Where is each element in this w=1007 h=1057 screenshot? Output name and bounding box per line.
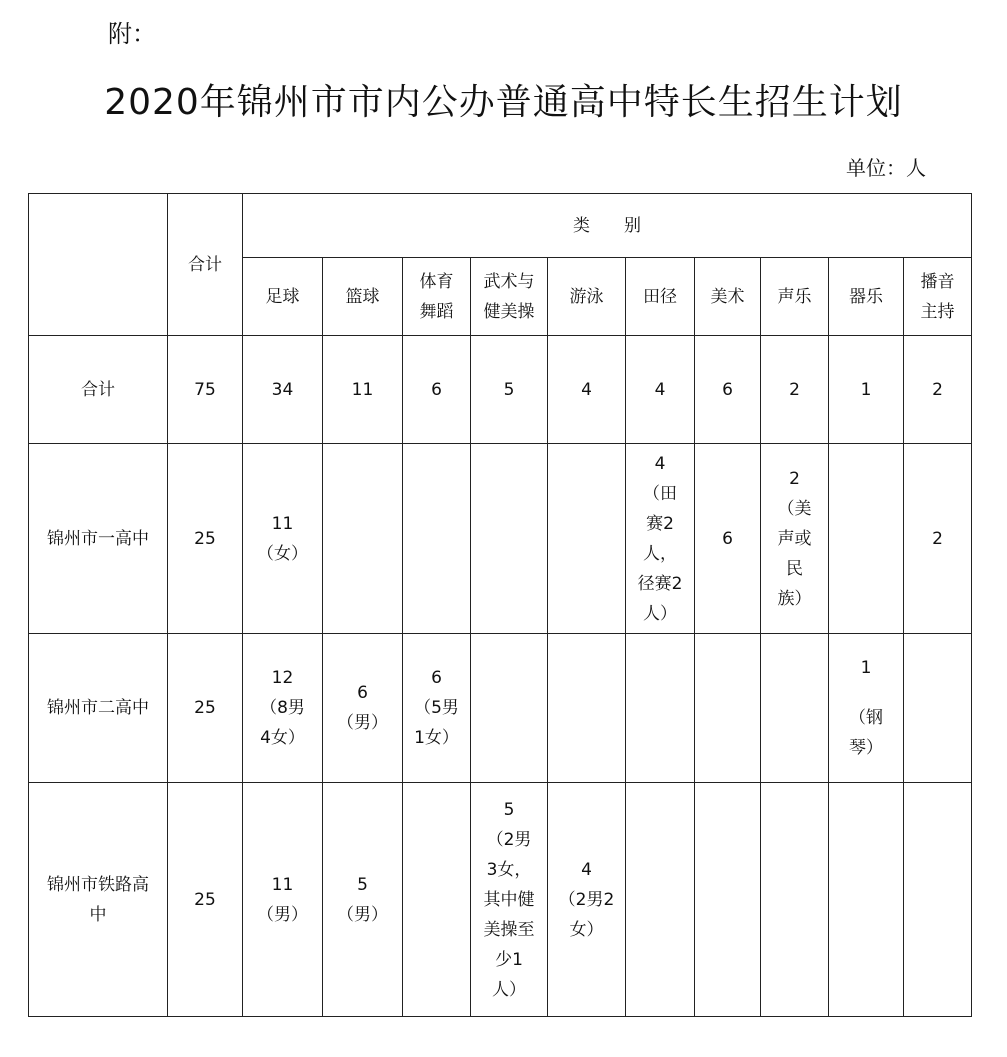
cell-value: 34 <box>243 336 323 444</box>
category-broadcast: 播音 主持 <box>904 258 972 336</box>
row-label: 合计 <box>29 336 168 444</box>
cell-basketball: 6 （男） <box>323 634 403 783</box>
cell-empty <box>695 783 761 1017</box>
attachment-label: 附： <box>108 20 156 48</box>
category-track-field: 田径 <box>626 258 695 336</box>
cell-value: 2 <box>904 336 972 444</box>
cell-empty <box>829 783 904 1017</box>
enrollment-plan-table <box>28 193 972 1017</box>
cell-swimming: 4 （2男2 女） <box>548 783 626 1017</box>
cell-broadcast: 2 <box>904 444 972 634</box>
category-sports-dance: 体育 舞蹈 <box>403 258 471 336</box>
cell-empty <box>403 783 471 1017</box>
cell-basketball: 5 （男） <box>323 783 403 1017</box>
row-label: 锦州市铁路高 中 <box>29 783 168 1017</box>
category-instrument: 器乐 <box>829 258 904 336</box>
cell-sports-dance: 6 （5男 1女） <box>403 634 471 783</box>
row-total: 25 <box>168 634 243 783</box>
cell-empty <box>626 783 695 1017</box>
category-art: 美术 <box>695 258 761 336</box>
cell-value: 4 <box>548 336 626 444</box>
cell-value: 6 <box>403 336 471 444</box>
cell-empty <box>323 444 403 634</box>
cell-instrument: 1 （钢 琴） <box>829 634 904 783</box>
table-row-school-2 <box>29 634 972 783</box>
row-label: 锦州市二高中 <box>29 634 168 783</box>
cell-empty <box>548 444 626 634</box>
cell-value: 4 <box>626 336 695 444</box>
cell-empty <box>403 444 471 634</box>
row-total: 25 <box>168 783 243 1017</box>
cell-empty <box>626 634 695 783</box>
unit-label: 单位：人 <box>846 156 926 180</box>
cell-football: 12 （8男 4女） <box>243 634 323 783</box>
page-title: 2020年锦州市市内公办普通高中特长生招生计划 <box>104 82 903 123</box>
category-header: 类 别 <box>243 194 972 258</box>
row-total: 75 <box>168 336 243 444</box>
cell-value: 11 <box>323 336 403 444</box>
category-football: 足球 <box>243 258 323 336</box>
table-row-total <box>29 336 972 444</box>
cell-vocal: 2 （美 声或 民 族） <box>761 444 829 634</box>
total-header: 合计 <box>168 194 243 336</box>
cell-value: 5 <box>471 336 548 444</box>
category-vocal: 声乐 <box>761 258 829 336</box>
cell-empty <box>548 634 626 783</box>
table-header-row <box>29 194 972 258</box>
cell-value: 1 <box>829 336 904 444</box>
category-swimming: 游泳 <box>548 258 626 336</box>
cell-value: 2 <box>761 336 829 444</box>
table-row-school-3 <box>29 783 972 1017</box>
cell-art: 6 <box>695 444 761 634</box>
cell-empty <box>471 444 548 634</box>
corner-cell <box>29 194 168 336</box>
table-row-school-1 <box>29 444 972 634</box>
cell-value: 6 <box>695 336 761 444</box>
cell-empty <box>761 634 829 783</box>
cell-football: 11 （女） <box>243 444 323 634</box>
cell-empty <box>471 634 548 783</box>
cell-football: 11 （男） <box>243 783 323 1017</box>
row-total: 25 <box>168 444 243 634</box>
category-martial-arts-aerobics: 武术与 健美操 <box>471 258 548 336</box>
category-basketball: 篮球 <box>323 258 403 336</box>
cell-empty <box>904 634 972 783</box>
cell-martial-arts-aerobics: 5 （2男 3女， 其中健 美操至 少1 人） <box>471 783 548 1017</box>
cell-empty <box>695 634 761 783</box>
cell-empty <box>761 783 829 1017</box>
cell-empty <box>904 783 972 1017</box>
cell-track-field: 4 （田 赛2 人， 径赛2 人） <box>626 444 695 634</box>
cell-empty <box>829 444 904 634</box>
row-label: 锦州市一高中 <box>29 444 168 634</box>
